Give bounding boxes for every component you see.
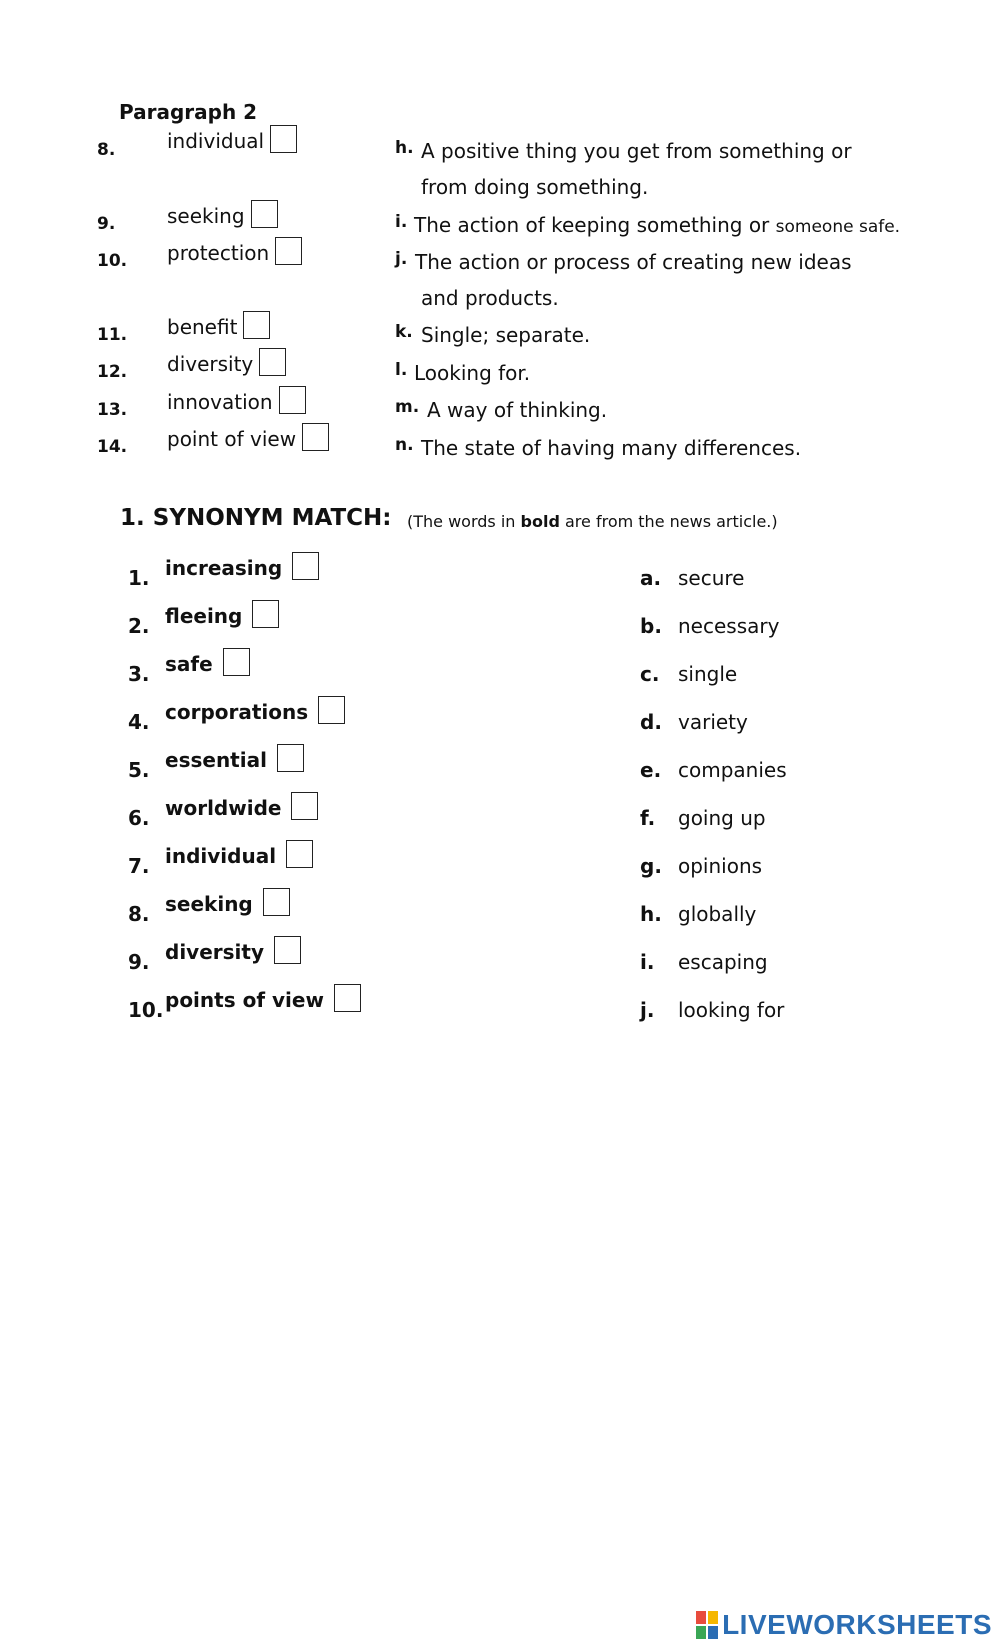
synonym-item [165, 648, 250, 676]
synonym-item [165, 744, 304, 772]
option-text: companies [678, 758, 787, 782]
definition-text-main: The action of keeping something or [414, 213, 776, 237]
option-letter: c. [640, 662, 660, 686]
p2-item-word: benefit [167, 315, 238, 339]
option-text: secure [678, 566, 745, 590]
option-letter: d. [640, 710, 662, 734]
synonym-word: worldwide [165, 796, 282, 820]
paragraph-2-title: Paragraph 2 [119, 100, 258, 124]
liveworksheets-logo [696, 1605, 992, 1645]
logo-mark-icon [696, 1611, 718, 1639]
synonym-item [165, 888, 290, 916]
definition-text: The action or process of creating new ideas [415, 250, 852, 274]
p2-item-number: 10. [97, 251, 128, 271]
p2-item-word: protection [167, 241, 270, 265]
definition-text: Looking for. [414, 361, 531, 385]
option-letter: a. [640, 566, 662, 590]
option-text: escaping [678, 950, 768, 974]
definition-text: A way of thinking. [427, 398, 608, 422]
p2-item-number: 14. [97, 437, 128, 457]
option-text: globally [678, 902, 757, 926]
option-letter: j. [640, 998, 655, 1022]
synonym-item [165, 840, 313, 868]
p2-item-word: individual [167, 129, 265, 153]
answer-box[interactable] [292, 552, 319, 580]
answer-box[interactable] [279, 386, 306, 414]
answer-box[interactable] [302, 423, 329, 451]
answer-box[interactable] [243, 311, 270, 339]
definition-letter: m. [395, 397, 420, 417]
synonym-number: 8. [128, 902, 150, 926]
option-text: single [678, 662, 738, 686]
synonym-item [165, 552, 319, 580]
definition-letter: i. [395, 212, 408, 232]
synonym-word: points of view [165, 988, 324, 1012]
definition-text: Single; separate. [421, 323, 591, 347]
answer-box[interactable] [277, 744, 304, 772]
option-letter: f. [640, 806, 656, 830]
note-post: are from the news article.) [559, 512, 778, 531]
p2-item-number: 9. [97, 214, 116, 234]
synonym-word: corporations [165, 700, 309, 724]
p2-item-word: innovation [167, 390, 273, 414]
p2-item [167, 125, 297, 153]
synonym-word: diversity [165, 940, 264, 964]
logo-text: LIVEWORKSHEETS [722, 1609, 992, 1640]
definition-text: The state of having many differences. [421, 436, 802, 460]
answer-box[interactable] [318, 696, 345, 724]
synonym-number: 10. [128, 998, 164, 1022]
synonym-number: 7. [128, 854, 150, 878]
synonym-number: 5. [128, 758, 150, 782]
note-pre: (The words in [407, 512, 521, 531]
option-letter: e. [640, 758, 662, 782]
definition-text-small: someone safe. [775, 217, 901, 237]
synonym-number: 4. [128, 710, 150, 734]
synonym-word: individual [165, 844, 277, 868]
synonym-word: fleeing [165, 604, 243, 628]
answer-box[interactable] [286, 840, 313, 868]
synonym-item [165, 696, 345, 724]
p2-item [167, 311, 270, 339]
note-bold: bold [520, 512, 560, 531]
definition-letter: k. [395, 322, 413, 342]
answer-box[interactable] [251, 200, 278, 228]
answer-box[interactable] [274, 936, 301, 964]
answer-box[interactable] [334, 984, 361, 1012]
definition-text [414, 213, 900, 237]
definition-letter: l. [395, 360, 408, 380]
synonym-number: 1. [128, 566, 150, 590]
synonym-word: essential [165, 748, 267, 772]
synonym-word: seeking [165, 892, 253, 916]
synonym-item [165, 792, 318, 820]
synonym-item [165, 984, 361, 1012]
synonym-match-title: 1. SYNONYM MATCH: [120, 505, 392, 531]
synonym-match-note [407, 512, 778, 531]
p2-item [167, 237, 302, 265]
answer-box[interactable] [291, 792, 318, 820]
p2-item-number: 12. [97, 362, 128, 382]
option-text: opinions [678, 854, 763, 878]
synonym-number: 3. [128, 662, 150, 686]
p2-item [167, 200, 278, 228]
definition-text: and products. [421, 286, 559, 310]
synonym-number: 6. [128, 806, 150, 830]
answer-box[interactable] [223, 648, 250, 676]
option-text: looking for [678, 998, 785, 1022]
p2-item [167, 423, 329, 451]
answer-box[interactable] [275, 237, 302, 265]
definition-letter: j. [395, 249, 408, 269]
synonym-number: 9. [128, 950, 150, 974]
synonym-word: safe [165, 652, 213, 676]
option-letter: i. [640, 950, 655, 974]
definition-letter: n. [395, 435, 414, 455]
synonym-word: increasing [165, 556, 283, 580]
p2-item-number: 13. [97, 400, 128, 420]
synonym-item [165, 936, 301, 964]
p2-item-word: seeking [167, 204, 245, 228]
p2-item-number: 11. [97, 325, 128, 345]
answer-box[interactable] [270, 125, 297, 153]
definition-text: A positive thing you get from something or [421, 139, 852, 163]
definition-letter: h. [395, 138, 414, 158]
definition-text: from doing something. [421, 175, 649, 199]
synonym-item [165, 600, 279, 628]
answer-box[interactable] [259, 348, 286, 376]
option-letter: b. [640, 614, 662, 638]
option-letter: g. [640, 854, 662, 878]
p2-item [167, 348, 286, 376]
answer-box[interactable] [263, 888, 290, 916]
synonym-number: 2. [128, 614, 150, 638]
p2-item-number: 8. [97, 140, 116, 160]
p2-item-word: diversity [167, 352, 254, 376]
option-letter: h. [640, 902, 662, 926]
option-text: going up [678, 806, 766, 830]
p2-item [167, 386, 306, 414]
p2-item-word: point of view [167, 427, 297, 451]
option-text: necessary [678, 614, 780, 638]
answer-box[interactable] [252, 600, 279, 628]
option-text: variety [678, 710, 748, 734]
